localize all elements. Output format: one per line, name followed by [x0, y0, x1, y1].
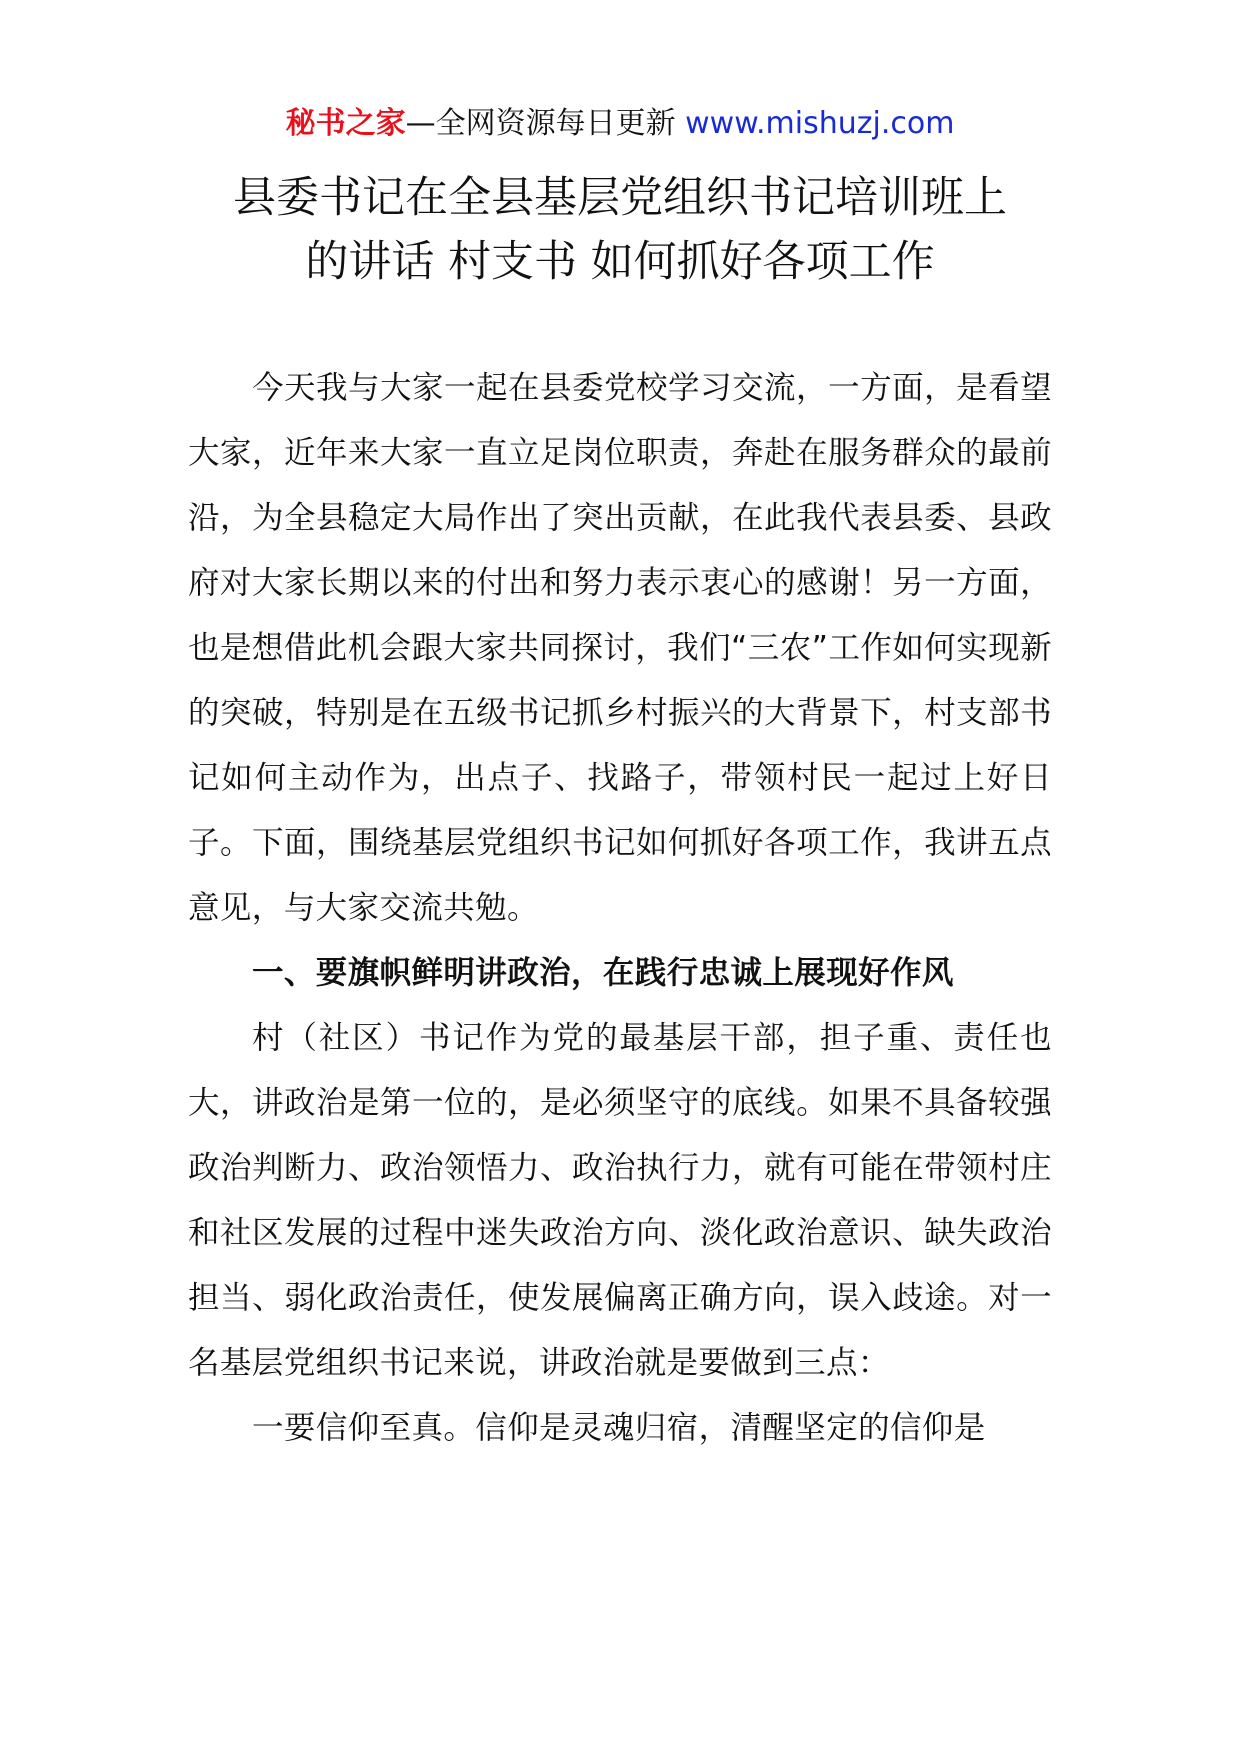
document-title-line-2: 的讲话 村支书 如何抓好各项工作 [305, 237, 935, 287]
document-body [188, 356, 1052, 1461]
document-title-line-1: 县委书记在全县基层党组织书记培训班上 [233, 173, 1007, 223]
site-header [0, 104, 1240, 144]
section-heading-1: 一、要旗帜鲜明讲政治，在践行忠诚上展现好作风 [252, 955, 954, 991]
section-1-paragraph: 村（社区）书记作为党的最基层干部，担子重、责任也大，讲政治是第一位的，是必须坚守的底线。如果不具备较强政治判断力、政治领悟力、政治执行力，就有可能在带领村庄和社区发展的过程中迷失政治方向、淡化政治意识、缺失政治担当、弱化政治责任，使发展偏离正确方向，误入歧途。对一名基层党组织书记来说，讲政治就是要做到三点： [188, 1020, 1052, 1381]
section-1-point-1-paragraph: 一要信仰至真。信仰是灵魂归宿，清醒坚定的信仰是 [252, 1410, 986, 1446]
intro-paragraph: 今天我与大家一起在县委党校学习交流，一方面，是看望大家，近年来大家一直立足岗位职责，奔赴在服务群众的最前沿，为全县稳定大局作出了突出贡献，在此我代表县委、县政府对大家长期以来的付出和努力表示衷心的感谢！另一方面，也是想借此机会跟大家共同探讨，我们“三农”工作如何实现新的突破，特别是在五级书记抓乡村振兴的大背景下，村支部书记如何主动作为，出点子、找路子，带领村民一起过上好日子。下面，围绕基层党组织书记如何抓好各项工作，我讲五点意见，与大家交流共勉。 [188, 370, 1052, 926]
site-name: 秘书之家 [285, 106, 406, 141]
site-tagline: —全网资源每日更新 [405, 106, 686, 141]
site-url-link[interactable]: www.mishuzj.com [685, 106, 955, 141]
document-title [150, 166, 1090, 294]
